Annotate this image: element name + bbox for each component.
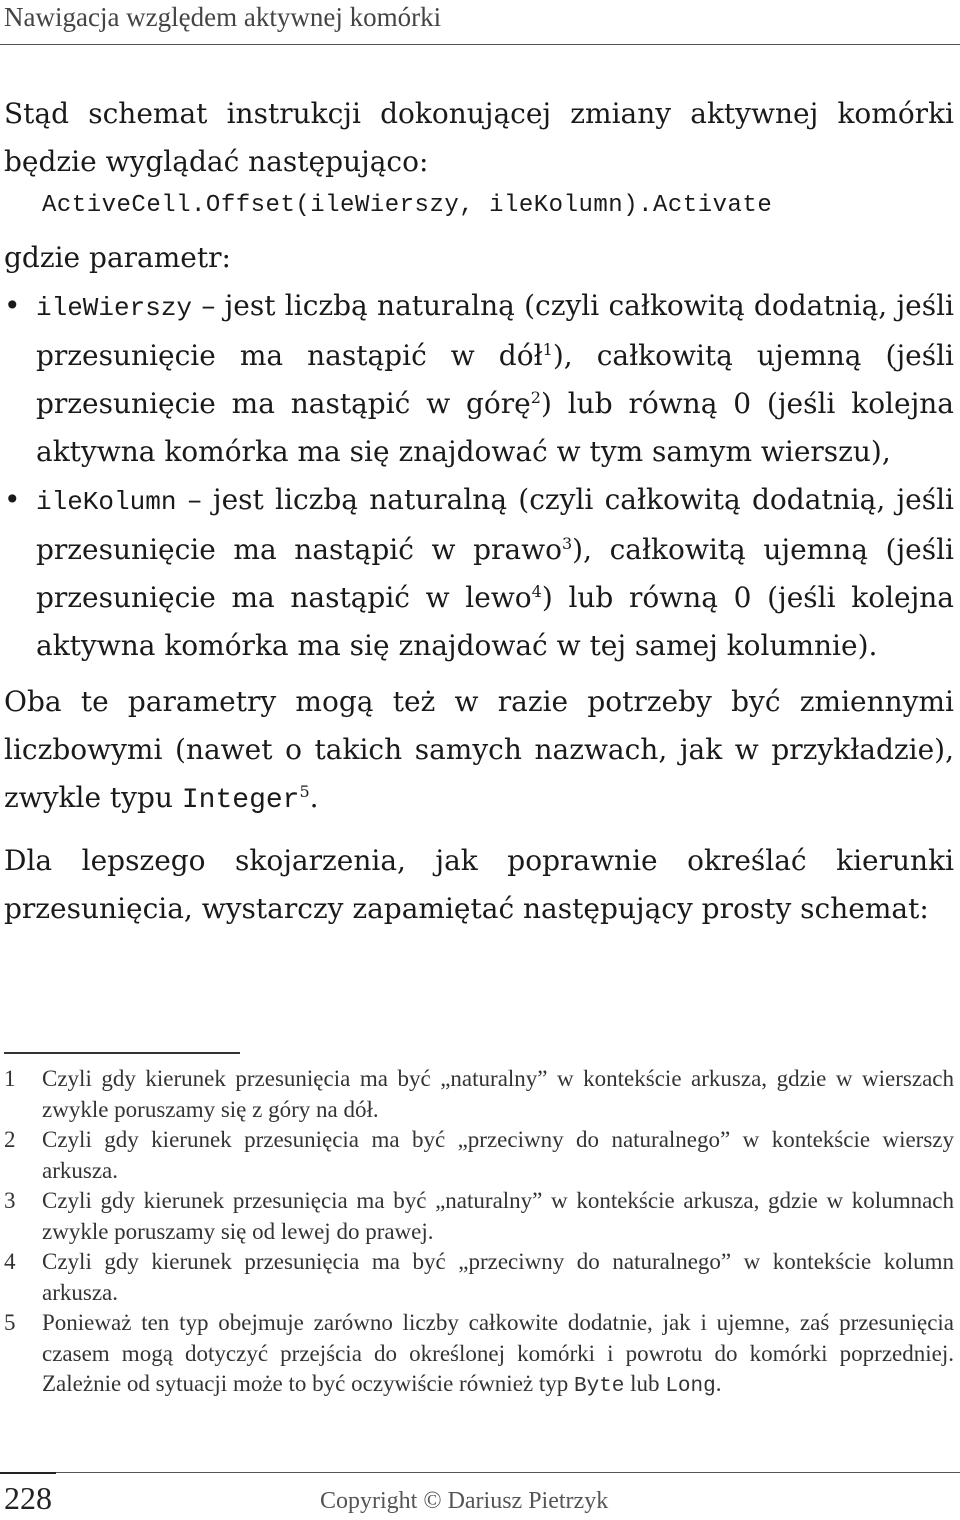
footnote bbox=[4, 1308, 954, 1403]
param-name: ileKolumn bbox=[36, 487, 177, 517]
footnote-text: . bbox=[715, 1371, 722, 1396]
footnote-number: 2 bbox=[4, 1127, 16, 1152]
footnote-ref: 4 bbox=[531, 582, 542, 601]
type-name: Long bbox=[665, 1375, 716, 1398]
param-desc-part: – jest liczbą naturalną (czyli całkowitą dodatnią, jeśli przesunięcie ma nastąpić w prawo bbox=[36, 483, 954, 566]
running-header bbox=[0, 0, 960, 45]
footnote-text: Czyli gdy kierunek przesunięcia ma być „naturalny” w kontekście arkusza, gdzie w wierszach zwykle poruszamy się z góry na dół. bbox=[42, 1066, 954, 1122]
footnote bbox=[4, 1064, 954, 1125]
footer-rule bbox=[0, 1472, 960, 1473]
footnote-ref: 3 bbox=[561, 534, 573, 553]
intro-paragraph: Stąd schemat instrukcji dokonującej zmiany aktywnej komórki będzie wyglądać następująco: bbox=[4, 97, 954, 178]
footnote-separator bbox=[4, 1052, 240, 1054]
bullet-icon: • bbox=[4, 483, 21, 516]
list-item bbox=[4, 282, 954, 476]
types-text: Oba te parametry mogą też w razie potrzeby być zmiennymi liczbowymi (nawet o takich samych nazwach, jak w przykładzie), zwykle typu bbox=[4, 685, 954, 814]
footnote-ref: 1 bbox=[542, 340, 553, 359]
type-name: Byte bbox=[574, 1375, 625, 1398]
code-example: ActiveCell.Offset(ileWierszy, ileKolumn).Activate bbox=[42, 192, 773, 219]
footnote bbox=[4, 1125, 954, 1186]
footnote-text: Czyli gdy kierunek przesunięcia ma być „przeciwny do naturalnego” w kontekście kolumn arkusza. bbox=[42, 1249, 954, 1305]
footnote-number: 5 bbox=[4, 1310, 16, 1335]
footnote-text: Ponieważ ten typ obejmuje zarówno liczby całkowite dodatnie, jak i ujemne, zaś przesunięcia czasem mogą dotyczyć przejścia do określonej komórki i powrotu do komórki poprzedniej. Zależnie od sytuacji może to być oczywiście również typ bbox=[42, 1310, 954, 1396]
param-desc-part: ), całkowitą ujemną (jeśli przesunięcie ma nastąpić w górę bbox=[36, 339, 954, 420]
page-number: 228 bbox=[4, 1480, 52, 1516]
footnote bbox=[4, 1247, 954, 1308]
schema-paragraph: Dla lepszego skojarzenia, jak poprawnie określać kierunki przesunięcia, wystarczy zapamiętać następujący prosty schemat: bbox=[4, 844, 954, 925]
page-body bbox=[4, 90, 954, 933]
footnotes bbox=[4, 1064, 954, 1403]
footnote-ref: 2 bbox=[530, 388, 541, 407]
header-title: Nawigacja względem aktywnej komórki bbox=[4, 2, 442, 32]
params-intro: gdzie parametr: bbox=[4, 241, 231, 274]
bullet-icon: • bbox=[4, 289, 21, 322]
param-desc-part: ) lub równą 0 (jeśli kolejna aktywna komórka ma się znajdować w tej samej kolumnie). bbox=[36, 581, 954, 662]
types-paragraph bbox=[4, 678, 954, 825]
type-name: Integer bbox=[181, 785, 300, 816]
copyright-notice: Copyright © Dariusz Pietrzyk bbox=[320, 1488, 609, 1514]
footnote bbox=[4, 1186, 954, 1247]
footnote-text: Czyli gdy kierunek przesunięcia ma być „naturalny” w kontekście arkusza, gdzie w kolumnach zwykle poruszamy się od lewej do prawej. bbox=[42, 1188, 954, 1244]
page-number-rule bbox=[0, 1472, 56, 1474]
types-text-end: . bbox=[309, 781, 319, 814]
footnote-number: 3 bbox=[4, 1188, 16, 1213]
footnote-text: Czyli gdy kierunek przesunięcia ma być „przeciwny do naturalnego” w kontekście wierszy arkusza. bbox=[42, 1127, 954, 1183]
footnote-text: lub bbox=[624, 1371, 666, 1396]
list-item bbox=[4, 476, 954, 670]
param-desc-part: ), całkowitą ujemną (jeśli przesunięcie ma nastąpić w lewo bbox=[36, 533, 955, 614]
footnote-number: 1 bbox=[4, 1066, 16, 1091]
param-desc-part: ) lub równą 0 (jeśli kolejna aktywna komórka ma się znajdować w tym samym wierszu), bbox=[36, 387, 954, 468]
param-name: ileWierszy bbox=[36, 293, 193, 323]
footnote-number: 4 bbox=[4, 1249, 16, 1274]
parameter-list bbox=[4, 282, 954, 670]
footnote-ref: 5 bbox=[299, 782, 310, 801]
param-desc-part: – jest liczbą naturalną (czyli całkowitą dodatnią, jeśli przesunięcie ma nastąpić w dół bbox=[36, 289, 954, 372]
